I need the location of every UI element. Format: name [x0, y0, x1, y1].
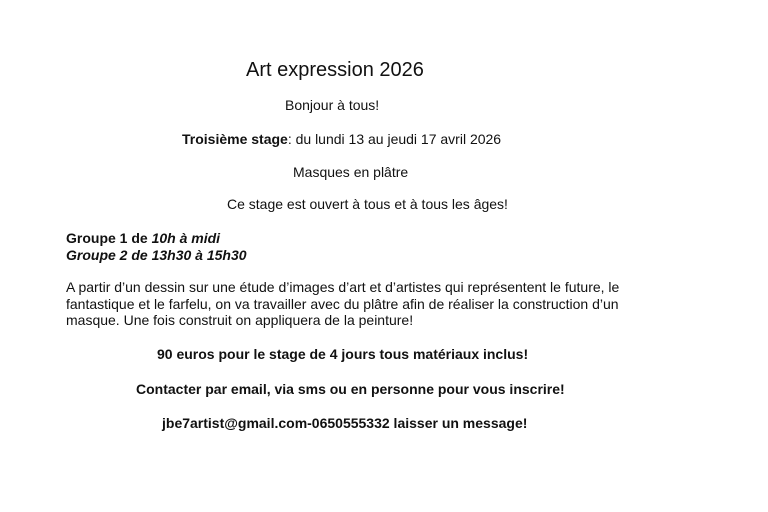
stage-label: Troisième stage — [182, 131, 288, 147]
description-line: fantastique et le farfelu, on va travailler avec du plâtre afin de réaliser la construction d’un — [66, 295, 619, 312]
group-2-line: Groupe 2 de 13h30 à 15h30 — [66, 247, 247, 263]
description-paragraph — [66, 279, 676, 329]
theme-text: Masques en plâtre — [293, 164, 409, 180]
description-line: A partir d’un dessin sur une étude d’images d’art et d’artistes qui représentent le future, le — [66, 279, 620, 295]
price-text: 90 euros pour le stage de 4 jours tous matériaux inclus! — [157, 346, 529, 362]
email-phone-text: jbe7artist@gmail.com-0650555332 laisser un message! — [162, 415, 528, 431]
group-1-label: Groupe 1 de — [66, 230, 152, 246]
greeting-text: Bonjour à tous! — [285, 97, 380, 113]
contact-text: Contacter par email, via sms ou en personne pour vous inscrire! — [136, 381, 565, 397]
group-1-time: 10h à midi — [151, 230, 221, 246]
group-1-line — [66, 230, 220, 247]
document-title: Art expression 2026 — [246, 59, 424, 81]
stage-dates-line — [182, 131, 501, 148]
audience-text: Ce stage est ouvert à tous et à tous les âges! — [227, 196, 508, 212]
stage-dates: : du lundi 13 au jeudi 17 avril 2026 — [287, 131, 502, 147]
description-line: masque. Une fois construit on appliquera de la peinture! — [66, 312, 414, 328]
